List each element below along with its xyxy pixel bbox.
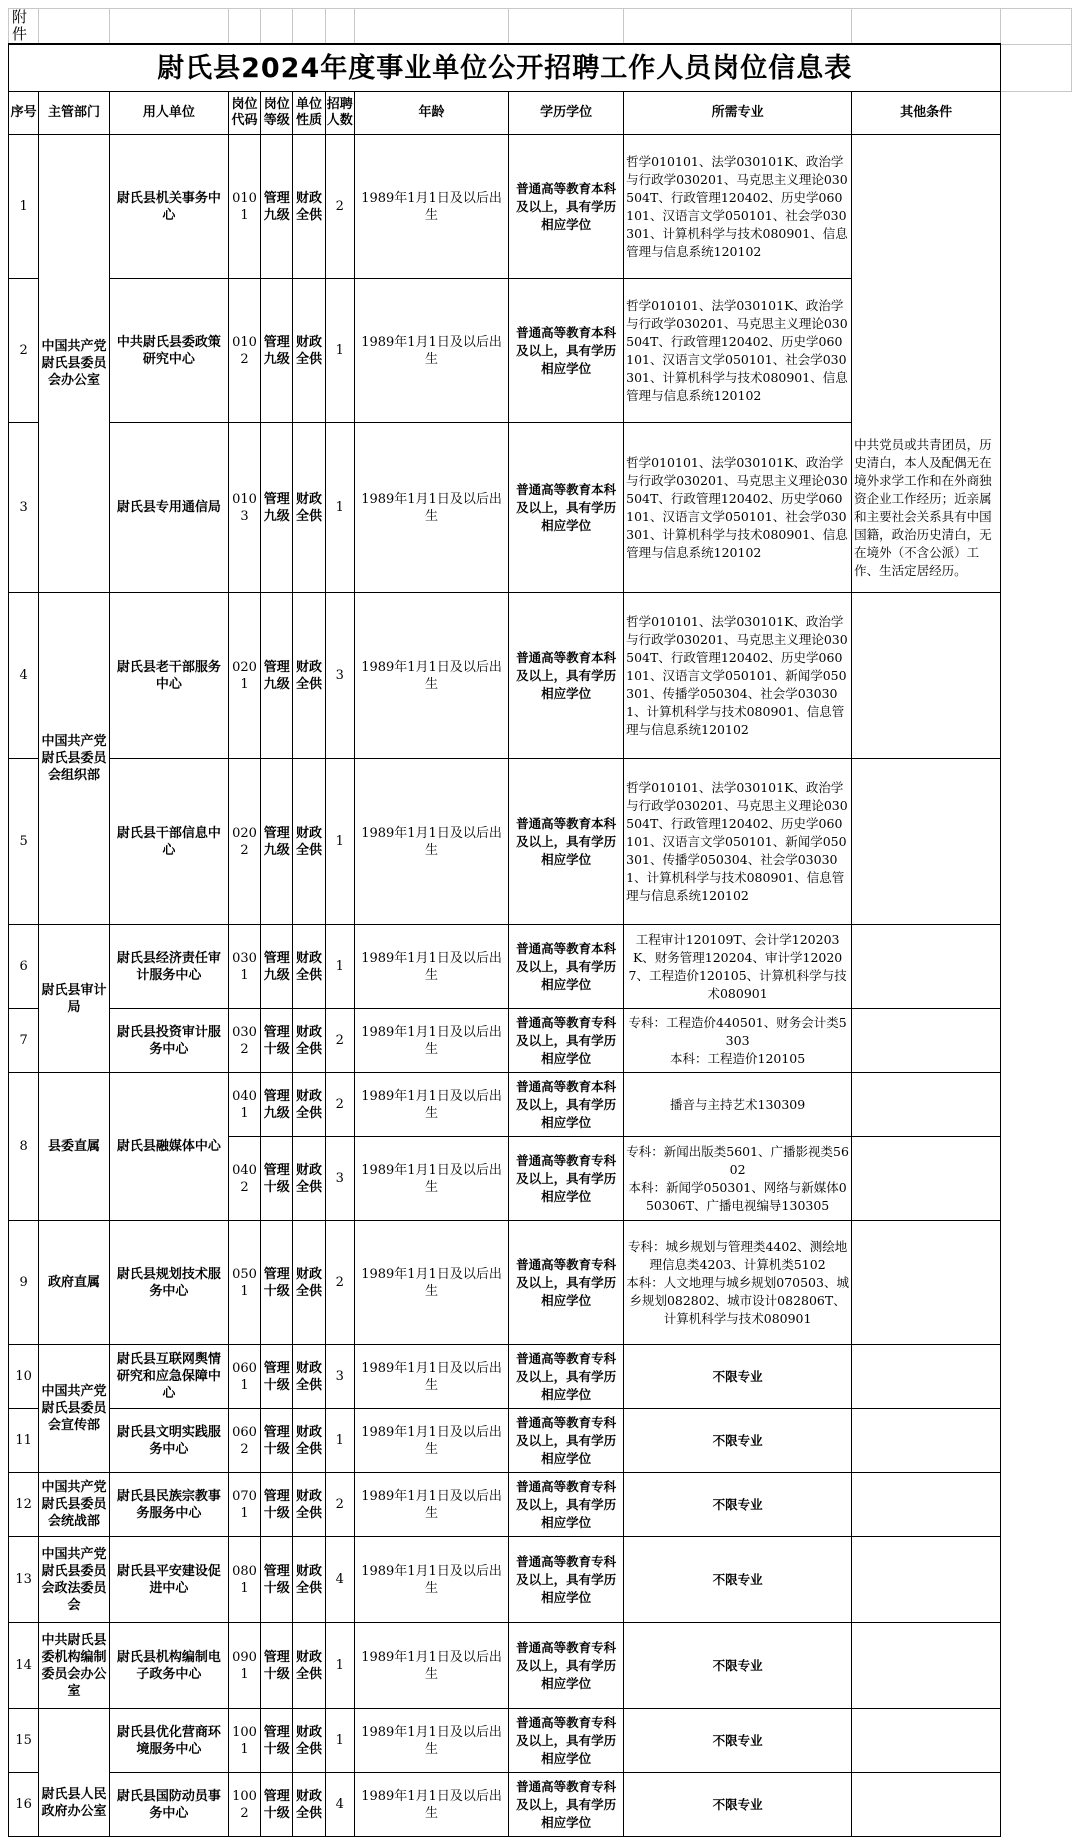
code-cell: 0102 [228, 279, 260, 423]
major-cell: 专科：工程造价440501、财务会计类5303 本科：工程造价120105 [624, 1009, 852, 1073]
col-unit: 用人单位 [109, 92, 228, 135]
level-cell: 管理十级 [261, 1221, 293, 1345]
seq-cell: 14 [9, 1623, 39, 1709]
nature-cell: 财政全供 [293, 593, 325, 759]
major-cell: 哲学010101、法学030101K、政治学与行政学030201、马克思主义理论030504T、行政管理120402、历史学060101、汉语言文学050101、新闻学050301、传播学050304、社会学030301、计算机科学与技术080901、信息管理与信息系统120102 [624, 759, 852, 925]
page-title: 尉氏县2024年度事业单位公开招聘工作人员岗位信息表 [9, 44, 1001, 92]
col-age: 年龄 [354, 92, 508, 135]
level-cell: 管理九级 [261, 925, 293, 1009]
nature-cell: 财政全供 [293, 1709, 325, 1773]
seq-cell: 15 [9, 1709, 39, 1773]
unit-cell: 尉氏县平安建设促进中心 [109, 1537, 228, 1623]
dept-cell: 中国共产党尉氏县委员会组织部 [39, 593, 110, 925]
code-cell: 0602 [228, 1409, 260, 1473]
nature-cell: 财政全供 [293, 1409, 325, 1473]
unit-cell: 尉氏县经济责任审计服务中心 [109, 925, 228, 1009]
edu-cell: 普通高等教育专科及以上，具有学历相应学位 [509, 1221, 624, 1345]
code-cell: 0302 [228, 1009, 260, 1073]
edu-cell: 普通高等教育本科及以上，具有学历相应学位 [509, 759, 624, 925]
table-row [9, 1709, 1072, 1773]
seq-cell: 11 [9, 1409, 39, 1473]
age-cell: 1989年1月1日及以后出生 [354, 1221, 508, 1345]
seq-cell: 7 [9, 1009, 39, 1073]
age-cell: 1989年1月1日及以后出生 [354, 1409, 508, 1473]
edu-cell: 普通高等教育本科及以上，具有学历相应学位 [509, 1073, 624, 1137]
nature-cell: 财政全供 [293, 423, 325, 593]
unit-cell: 尉氏县干部信息中心 [109, 759, 228, 925]
seq-cell: 13 [9, 1537, 39, 1623]
dept-cell: 政府直属 [39, 1221, 110, 1345]
unit-cell: 尉氏县投资审计服务中心 [109, 1009, 228, 1073]
count-cell: 2 [325, 1473, 354, 1537]
code-cell: 0501 [228, 1221, 260, 1345]
edu-cell: 普通高等教育本科及以上，具有学历相应学位 [509, 279, 624, 423]
col-edu: 学历学位 [509, 92, 624, 135]
other-cell [852, 1137, 1001, 1221]
table-row [9, 759, 1072, 925]
job-table [8, 8, 1072, 1837]
other-cell [852, 1537, 1001, 1623]
unit-cell: 尉氏县老干部服务中心 [109, 593, 228, 759]
nature-cell: 财政全供 [293, 1345, 325, 1409]
major-cell: 哲学010101、法学030101K、政治学与行政学030201、马克思主义理论030504T、行政管理120402、历史学060101、汉语言文学050101、社会学030301、计算机科学与技术080901、信息管理与信息系统120102 [624, 423, 852, 593]
level-cell: 管理九级 [261, 1073, 293, 1137]
other-cell [852, 1709, 1001, 1773]
other-cell [852, 1473, 1001, 1537]
major-cell: 工程审计120109T、会计学120203K、财务管理120204、审计学120207、工程造价120105、计算机科学与技术080901 [624, 925, 852, 1009]
edu-cell: 普通高等教育专科及以上，具有学历相应学位 [509, 1009, 624, 1073]
level-cell: 管理九级 [261, 593, 293, 759]
table-row [9, 1473, 1072, 1537]
edu-cell: 普通高等教育专科及以上，具有学历相应学位 [509, 1623, 624, 1709]
edu-cell: 普通高等教育专科及以上，具有学历相应学位 [509, 1137, 624, 1221]
major-cell: 哲学010101、法学030101K、政治学与行政学030201、马克思主义理论030504T、行政管理120402、历史学060101、汉语言文学050101、社会学030301、计算机科学与技术080901、信息管理与信息系统120102 [624, 279, 852, 423]
code-cell: 0801 [228, 1537, 260, 1623]
other-cell [852, 1221, 1001, 1345]
major-cell: 不限专业 [624, 1773, 852, 1837]
unit-cell: 尉氏县国防动员事务中心 [109, 1773, 228, 1837]
other-cell [852, 925, 1001, 1009]
table-row [9, 1537, 1072, 1623]
code-cell: 0601 [228, 1345, 260, 1409]
age-cell: 1989年1月1日及以后出生 [354, 925, 508, 1009]
code-cell: 0401 [228, 1073, 260, 1137]
nature-cell: 财政全供 [293, 1137, 325, 1221]
edu-cell: 普通高等教育专科及以上，具有学历相应学位 [509, 1709, 624, 1773]
seq-cell: 12 [9, 1473, 39, 1537]
level-cell: 管理十级 [261, 1473, 293, 1537]
major-cell: 不限专业 [624, 1623, 852, 1709]
nature-cell: 财政全供 [293, 759, 325, 925]
edu-cell: 普通高等教育专科及以上，具有学历相应学位 [509, 1473, 624, 1537]
age-cell: 1989年1月1日及以后出生 [354, 1009, 508, 1073]
major-cell: 哲学010101、法学030101K、政治学与行政学030201、马克思主义理论030504T、行政管理120402、历史学060101、汉语言文学050101、社会学030301、计算机科学与技术080901、信息管理与信息系统120102 [624, 135, 852, 279]
job-table-sheet [8, 8, 1072, 1837]
nature-cell: 财政全供 [293, 1537, 325, 1623]
age-cell: 1989年1月1日及以后出生 [354, 1345, 508, 1409]
code-cell: 0101 [228, 135, 260, 279]
level-cell: 管理十级 [261, 1009, 293, 1073]
code-cell: 0202 [228, 759, 260, 925]
col-level: 岗位等级 [261, 92, 293, 135]
nature-cell: 财政全供 [293, 1009, 325, 1073]
title-row [9, 44, 1072, 92]
seq-cell: 8 [9, 1073, 39, 1221]
dept-cell: 中国共产党尉氏县委员会统战部 [39, 1473, 110, 1537]
age-cell: 1989年1月1日及以后出生 [354, 423, 508, 593]
other-cell [852, 1345, 1001, 1409]
seq-cell: 3 [9, 423, 39, 593]
level-cell: 管理十级 [261, 1709, 293, 1773]
count-cell: 3 [325, 1345, 354, 1409]
seq-cell: 4 [9, 593, 39, 759]
nature-cell: 财政全供 [293, 135, 325, 279]
level-cell: 管理十级 [261, 1773, 293, 1837]
other-cell [852, 135, 1001, 593]
unit-cell: 尉氏县专用通信局 [109, 423, 228, 593]
age-cell: 1989年1月1日及以后出生 [354, 1537, 508, 1623]
edu-cell: 普通高等教育专科及以上，具有学历相应学位 [509, 1773, 624, 1837]
seq-cell: 2 [9, 279, 39, 423]
dept-cell: 尉氏县审计局 [39, 925, 110, 1073]
code-cell: 0103 [228, 423, 260, 593]
age-cell: 1989年1月1日及以后出生 [354, 1073, 508, 1137]
col-count: 招聘人数 [325, 92, 354, 135]
dept-cell: 中共尉氏县委机构编制委员会办公室 [39, 1623, 110, 1709]
major-cell: 哲学010101、法学030101K、政治学与行政学030201、马克思主义理论030504T、行政管理120402、历史学060101、汉语言文学050101、新闻学050301、传播学050304、社会学030301、计算机科学与技术080901、信息管理与信息系统120102 [624, 593, 852, 759]
level-cell: 管理九级 [261, 135, 293, 279]
table-row [9, 1009, 1072, 1073]
level-cell: 管理十级 [261, 1537, 293, 1623]
other-cell [852, 1409, 1001, 1473]
major-cell: 专科：新闻出版类5601、广播影视类5602 本科：新闻学050301、网络与新媒体050306T、广播电视编导130305 [624, 1137, 852, 1221]
unit-cell: 尉氏县机构编制电子政务中心 [109, 1623, 228, 1709]
other-cell [852, 593, 1001, 759]
table-row [9, 1073, 1072, 1137]
count-cell: 3 [325, 1137, 354, 1221]
edu-cell: 普通高等教育专科及以上，具有学历相应学位 [509, 1537, 624, 1623]
level-cell: 管理九级 [261, 279, 293, 423]
count-cell: 4 [325, 1773, 354, 1837]
major-cell: 不限专业 [624, 1345, 852, 1409]
dept-cell: 县委直属 [39, 1073, 110, 1221]
dept-cell [39, 1709, 110, 1837]
unit-cell: 尉氏县融媒体中心 [109, 1073, 228, 1221]
level-cell: 管理十级 [261, 1137, 293, 1221]
count-cell: 1 [325, 1409, 354, 1473]
age-cell: 1989年1月1日及以后出生 [354, 1773, 508, 1837]
col-other: 其他条件 [852, 92, 1001, 135]
level-cell: 管理九级 [261, 759, 293, 925]
nature-cell: 财政全供 [293, 1773, 325, 1837]
other-cell [852, 1773, 1001, 1837]
age-cell: 1989年1月1日及以后出生 [354, 759, 508, 925]
age-cell: 1989年1月1日及以后出生 [354, 1473, 508, 1537]
other-conditions-text: 中共党员或共青团员，历史清白，本人及配偶无在境外求学工作和在外商独资企业工作经历；近亲属和主要社会关系具有中国国籍，政治历史清白，无在境外（不含公派）工作、生活定居经历。 [854, 436, 992, 578]
unit-cell: 中共尉氏县委政策研究中心 [109, 279, 228, 423]
code-cell: 0402 [228, 1137, 260, 1221]
count-cell: 2 [325, 1009, 354, 1073]
dept-cell: 中国共产党尉氏县委员会宣传部 [39, 1345, 110, 1473]
age-cell: 1989年1月1日及以后出生 [354, 135, 508, 279]
code-cell: 1001 [228, 1709, 260, 1773]
col-major: 所需专业 [624, 92, 852, 135]
nature-cell: 财政全供 [293, 925, 325, 1009]
count-cell: 3 [325, 593, 354, 759]
other-cell [852, 759, 1001, 925]
major-cell: 不限专业 [624, 1709, 852, 1773]
nature-cell: 财政全供 [293, 1473, 325, 1537]
dept-cell-text: 尉氏县人民政府办公室 [41, 1786, 107, 1819]
nature-cell: 财政全供 [293, 1623, 325, 1709]
count-cell: 1 [325, 423, 354, 593]
unit-cell: 尉氏县优化营商环境服务中心 [109, 1709, 228, 1773]
nature-cell: 财政全供 [293, 1073, 325, 1137]
age-cell: 1989年1月1日及以后出生 [354, 1709, 508, 1773]
edu-cell: 普通高等教育本科及以上，具有学历相应学位 [509, 925, 624, 1009]
table-row [9, 1773, 1072, 1837]
attachment-row [9, 9, 1072, 45]
col-nature: 单位性质 [293, 92, 325, 135]
seq-cell: 16 [9, 1773, 39, 1837]
seq-cell: 9 [9, 1221, 39, 1345]
table-row [9, 925, 1072, 1009]
table-row [9, 1623, 1072, 1709]
major-cell: 不限专业 [624, 1473, 852, 1537]
table-row [9, 593, 1072, 759]
count-cell: 2 [325, 1073, 354, 1137]
count-cell: 1 [325, 759, 354, 925]
count-cell: 2 [325, 1221, 354, 1345]
nature-cell: 财政全供 [293, 279, 325, 423]
dept-cell: 中国共产党尉氏县委员会办公室 [39, 135, 110, 593]
unit-cell: 尉氏县民族宗教事务服务中心 [109, 1473, 228, 1537]
unit-cell: 尉氏县互联网舆情研究和应急保障中心 [109, 1345, 228, 1409]
age-cell: 1989年1月1日及以后出生 [354, 593, 508, 759]
level-cell: 管理九级 [261, 423, 293, 593]
age-cell: 1989年1月1日及以后出生 [354, 1623, 508, 1709]
other-cell [852, 1073, 1001, 1137]
dept-cell: 中国共产党尉氏县委员会政法委员会 [39, 1537, 110, 1623]
code-cell: 1002 [228, 1773, 260, 1837]
edu-cell: 普通高等教育本科及以上，具有学历相应学位 [509, 423, 624, 593]
unit-cell: 尉氏县文明实践服务中心 [109, 1409, 228, 1473]
code-cell: 0201 [228, 593, 260, 759]
table-row [9, 1345, 1072, 1409]
seq-cell: 10 [9, 1345, 39, 1409]
code-cell: 0301 [228, 925, 260, 1009]
col-code: 岗位代码 [228, 92, 260, 135]
code-cell: 0901 [228, 1623, 260, 1709]
age-cell: 1989年1月1日及以后出生 [354, 279, 508, 423]
count-cell: 2 [325, 135, 354, 279]
col-seq: 序号 [9, 92, 39, 135]
attachment-label: 附件 [9, 9, 39, 45]
table-row [9, 135, 1072, 279]
major-cell: 不限专业 [624, 1409, 852, 1473]
table-row [9, 1409, 1072, 1473]
nature-cell: 财政全供 [293, 1221, 325, 1345]
age-cell: 1989年1月1日及以后出生 [354, 1137, 508, 1221]
count-cell: 1 [325, 279, 354, 423]
other-cell [852, 1623, 1001, 1709]
column-header-row [9, 92, 1072, 135]
count-cell: 1 [325, 1709, 354, 1773]
major-cell: 播音与主持艺术130309 [624, 1073, 852, 1137]
count-cell: 4 [325, 1537, 354, 1623]
major-cell: 专科：城乡规划与管理类4402、测绘地理信息类4203、计算机类5102 本科：人文地理与城乡规划070503、城乡规划082802、城市设计082806T、计算机科学与技术080901 [624, 1221, 852, 1345]
unit-cell: 尉氏县机关事务中心 [109, 135, 228, 279]
edu-cell: 普通高等教育本科及以上，具有学历相应学位 [509, 135, 624, 279]
count-cell: 1 [325, 925, 354, 1009]
major-cell: 不限专业 [624, 1537, 852, 1623]
edu-cell: 普通高等教育本科及以上，具有学历相应学位 [509, 593, 624, 759]
seq-cell: 1 [9, 135, 39, 279]
code-cell: 0701 [228, 1473, 260, 1537]
level-cell: 管理十级 [261, 1409, 293, 1473]
edu-cell: 普通高等教育专科及以上，具有学历相应学位 [509, 1345, 624, 1409]
other-cell [852, 1009, 1001, 1073]
seq-cell: 5 [9, 759, 39, 925]
seq-cell: 6 [9, 925, 39, 1009]
unit-cell: 尉氏县规划技术服务中心 [109, 1221, 228, 1345]
col-dept: 主管部门 [39, 92, 110, 135]
edu-cell: 普通高等教育专科及以上，具有学历相应学位 [509, 1409, 624, 1473]
level-cell: 管理十级 [261, 1345, 293, 1409]
level-cell: 管理十级 [261, 1623, 293, 1709]
count-cell: 1 [325, 1623, 354, 1709]
table-row [9, 1221, 1072, 1345]
